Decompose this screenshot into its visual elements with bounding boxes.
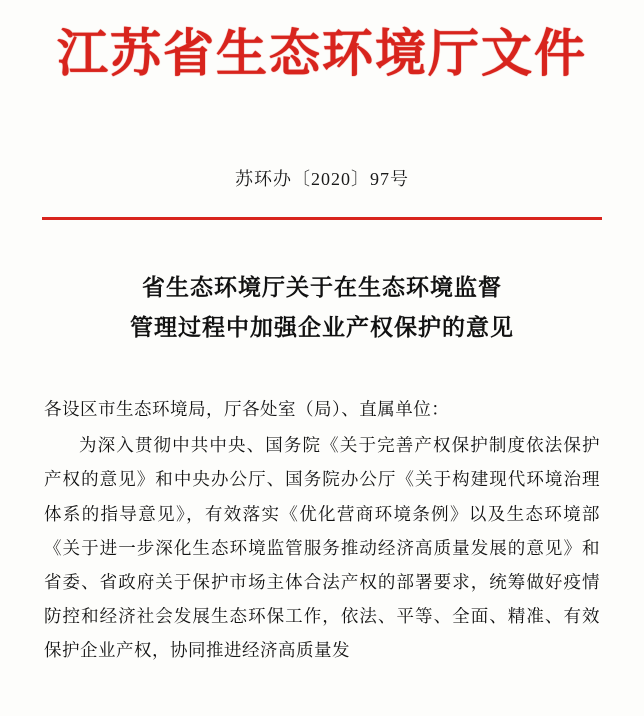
document-title-line-2: 管理过程中加强企业产权保护的意见 xyxy=(130,314,514,340)
masthead xyxy=(0,0,644,85)
document-title xyxy=(82,268,562,349)
document-body xyxy=(44,392,600,667)
masthead-title: 江苏省生态环境厅文件 xyxy=(56,27,587,83)
document-number: 苏环办〔2020〕97号 xyxy=(235,168,409,189)
red-divider-rule xyxy=(42,217,602,220)
body-paragraph-1: 为深入贯彻中共中央、国务院《关于完善产权保护制度依法保护产权的意见》和中央办公厅、国务院办公厅《关于构建现代环境治理体系的指导意见》，有效落实《优化营商环境条例》以及生态环境部《关于进一步深化生态环境监管服务推动经济高质量发展的意见》和省委、省政府关于保护市场主体合法产权的部署要求，统筹做好疫情防控和经济社会发展生态环保工作，依法、平等、全面、精准、有效保护企业产权，协同推进经济高质量发 xyxy=(44,435,600,661)
document-title-line-1: 省生态环境厅关于在生态环境监督 xyxy=(142,274,502,300)
body-salutation: 各设区市生态环境局，厅各处室（局）、直属单位： xyxy=(44,399,450,420)
